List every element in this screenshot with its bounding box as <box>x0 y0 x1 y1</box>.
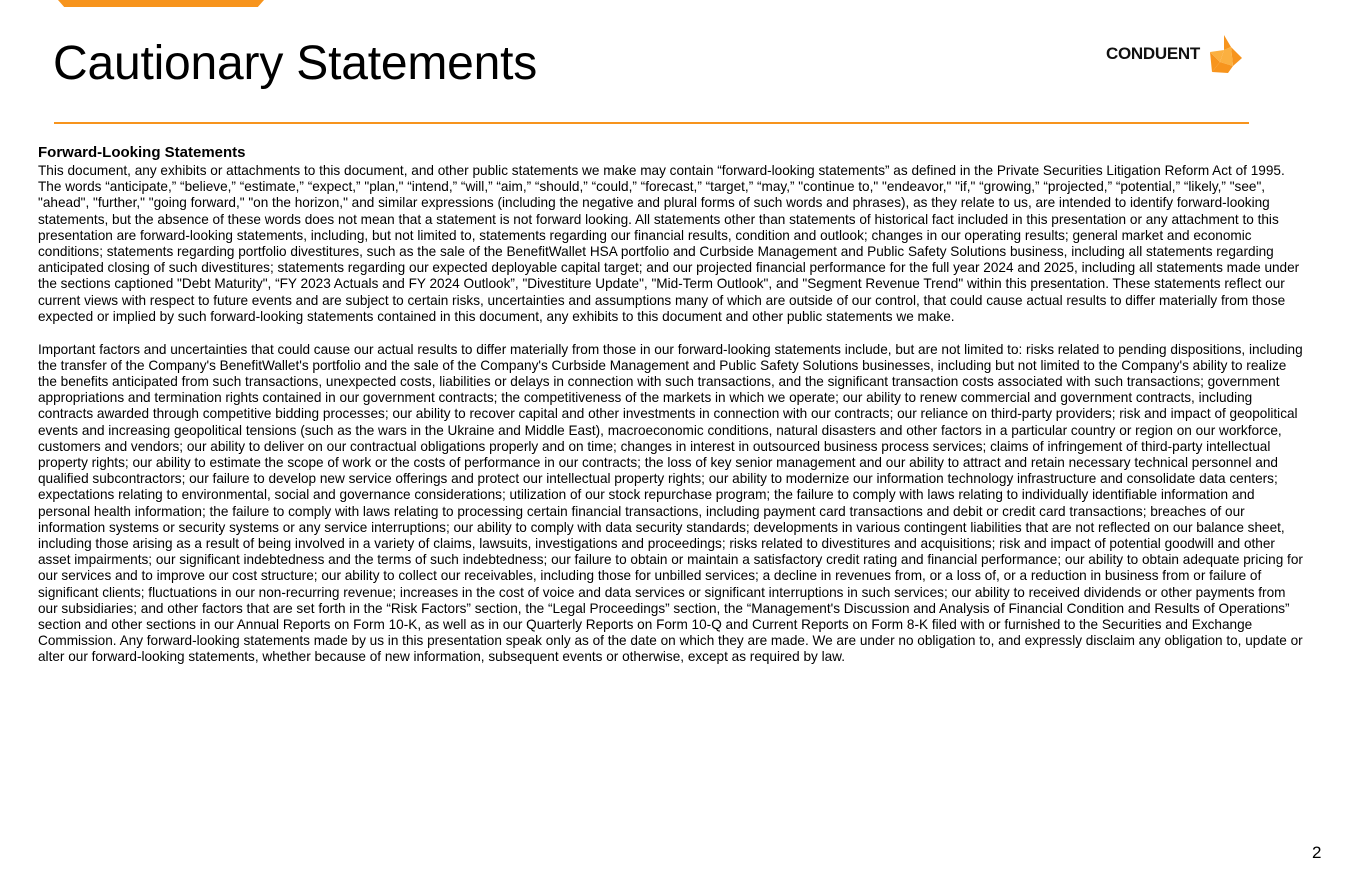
section-heading: Forward-Looking Statements <box>38 144 246 161</box>
page-number: 2 <box>1312 843 1322 862</box>
top-accent-bar <box>58 0 264 7</box>
paragraph-forward-looking: This document, any exhibits or attachments to this document, and other public statements we make may contain “forward-looking statements” as defined in the Private Securities Litigation Reform Act of 1995. The words “anticipate,” “believe,” “estimate,” “expect,” "plan," “intend,” “will,” “aim,” “should,” “could,” “forecast,” “target,” “may,” "continue to," "endeavor," "if," “growing,” “projected,” “potential,” “likely,” "see", "ahead", "further," "going forward," "on the horizon," and similar expressions (including the negative and plural forms of such words and phrases), as they relate to us, are intended to identify forward-looking statements, but the absence of these words does not mean that a statement is not forward looking. All statements other than statements of historical fact included in this presentation or any attachment to this presentation are forward-looking statements, including, but not limited to, statements regarding our financial results, condition and outlook; changes in our operating results; general market and economic conditions; statements regarding portfolio divestitures, such as the sale of the BenefitWallet HSA portfolio and Curbside Management and Public Safety Solutions business, including all statements regarding anticipated closing of such divestitures; statements regarding our expected deployable capital target; and our projected financial performance for the full year 2024 and 2025, including all statements made under the sections captioned "Debt Maturity", “FY 2023 Actuals and FY 2024 Outlook”, "Divestiture Update", "Mid-Term Outlook", and "Segment Revenue Trend" within this presentation. These statements reflect our current views with respect to future events and are subject to certain risks, uncertainties and assumptions many of which are outside of our control, that could cause actual results to differ materially from those expected or implied by such forward-looking statements contained in this document, any exhibits to this document and other public statements we make. <box>38 163 1300 324</box>
title-divider <box>54 122 1249 124</box>
forward-looking-statements-section <box>38 144 1306 666</box>
logo-wordmark: CONDUENT <box>1106 44 1200 63</box>
paragraph-risk-factors: Important factors and uncertainties that could cause our actual results to differ materially from those in our forward-looking statements include, but are not limited to: risks related to pending dispositions, including the transfer of the Company's BenefitWallet's portfolio and the sale of the Company's Curbside Management and Public Safety Solutions businesses, including but not limited to the Company's ability to realize the benefits anticipated from such transactions, unexpected costs, liabilities or delays in connection with such transactions, and the significant transaction costs associated with such transactions; government appropriations and termination rights contained in our government contracts; the competitiveness of the markets in which we operate; our ability to renew commercial and government contracts, including contracts awarded through competitive bidding processes; our ability to recover capital and other investments in connection with our contracts; our reliance on third-party providers; risk and impact of geopolitical events and increasing geopolitical tensions (such as the wars in the Ukraine and Middle East), macroeconomic conditions, natural disasters and other factors in a particular country or region on our workforce, customers and vendors; our ability to deliver on our contractual obligations properly and on time; changes in interest in outsourced business process services; claims of infringement of third-party intellectual property rights; our ability to estimate the scope of work or the costs of performance in our contracts; the loss of key senior management and our ability to attract and retain necessary technical personnel and qualified subcontractors; our failure to develop new service offerings and protect our intellectual property rights; our ability to modernize our information technology infrastructure and consolidate data centers; expectations relating to environmental, social and governance considerations; utilization of our stock repurchase program; the failure to comply with laws relating to individually identifiable information and personal health information; the failure to comply with laws relating to processing certain financial transactions, including payment card transactions and debit or credit card transactions; breaches of our information systems or security systems or any service interruptions; our ability to comply with data security standards; developments in various contingent liabilities that are not reflected on our balance sheet, including those arising as a result of being involved in a variety of claims, lawsuits, investigations and proceedings; risks related to divestitures and acquisitions; risk and impact of potential goodwill and other asset impairments; our significant indebtedness and the terms of such indebtedness; our failure to obtain or maintain a satisfactory credit rating and financial performance; our ability to obtain adequate pricing for our services and to improve our cost structure; our ability to collect our receivables, including those for unbilled services; a decline in revenues from, or a loss of, or a reduction in business from or failure of significant clients; fluctuations in our non-recurring revenue; increases in the cost of voice and data services or significant interruptions in such services; our ability to received dividends or other payments from our subsidiaries; and other factors that are set forth in the “Risk Factors” section, the “Legal Proceedings” section, the “Management's Discussion and Analysis of Financial Condition and Results of Operations” section and other sections in our Annual Reports on Form 10-K, as well as in our Quarterly Reports on Form 10-Q and Current Reports on Form 8-K filed with or furnished to the Securities and Exchange Commission. Any forward-looking statements made by us in this presentation speak only as of the date on which they are made. We are under no obligation to, and expressly disclaim any obligation to, update or alter our forward-looking statements, whether because of new information, subsequent events or otherwise, except as required by law. <box>38 341 1303 665</box>
conduent-logo-icon <box>1204 34 1244 74</box>
company-logo <box>1106 34 1244 74</box>
page-title: Cautionary Statements <box>53 37 538 90</box>
